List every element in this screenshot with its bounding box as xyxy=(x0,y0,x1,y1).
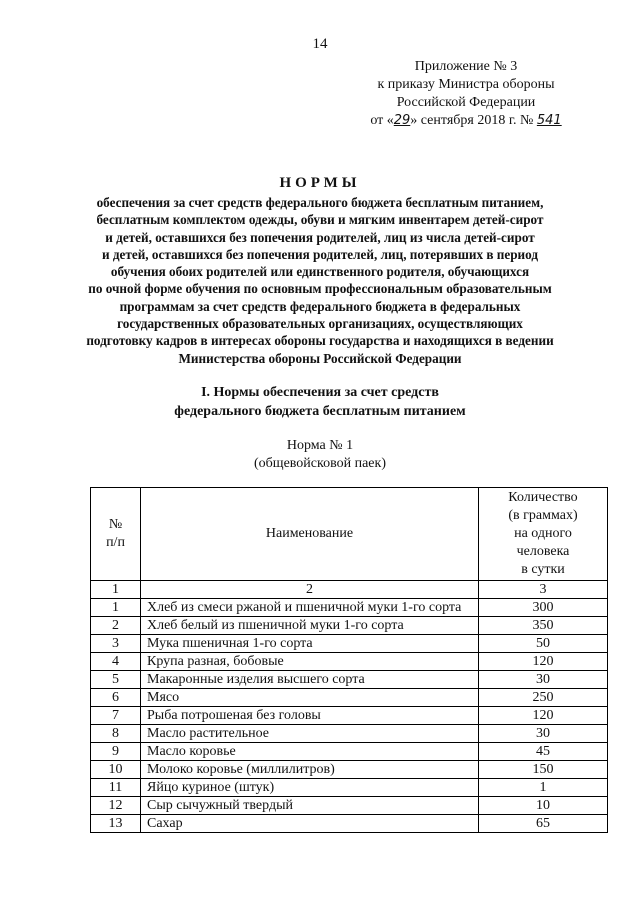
header-name-col: Наименование xyxy=(141,488,479,581)
description-line: бесплатным комплектом одежды, обуви и мягким инвентарем детей-сирот xyxy=(96,212,544,228)
table-row xyxy=(91,779,608,797)
description-line: обучения обоих родителей или единственного родителя, обучающихся xyxy=(110,264,530,280)
description-line: по очной форме обучения по основным профессиональным образовательным xyxy=(88,281,552,297)
page-number: 14 xyxy=(312,36,328,52)
column-number: 1 xyxy=(91,581,141,599)
row-number: 12 xyxy=(91,797,141,815)
table-row xyxy=(91,743,608,761)
table-row xyxy=(91,815,608,833)
description-line: программам за счет средств федерального бюджета в федеральных xyxy=(119,298,521,314)
row-quantity: 350 xyxy=(479,617,608,635)
row-quantity: 120 xyxy=(479,707,608,725)
date-middle: » сентября 2018 г. № xyxy=(410,113,534,128)
section-heading-line: федерального бюджета бесплатным питанием xyxy=(174,404,466,419)
row-name: Мясо xyxy=(141,689,479,707)
row-name: Рыба потрошеная без головы xyxy=(141,707,479,725)
row-quantity: 65 xyxy=(479,815,608,833)
column-number: 2 xyxy=(141,581,479,599)
row-number: 2 xyxy=(91,617,141,635)
row-name: Мука пшеничная 1-го сорта xyxy=(141,635,479,653)
row-name: Хлеб из смеси ржаной и пшеничной муки 1-го сорта xyxy=(141,599,479,617)
row-number: 5 xyxy=(91,671,141,689)
row-name: Масло коровье xyxy=(141,743,479,761)
row-name: Молоко коровье (миллилитров) xyxy=(141,761,479,779)
column-number: 3 xyxy=(479,581,608,599)
row-name: Сахар xyxy=(141,815,479,833)
row-quantity: 1 xyxy=(479,779,608,797)
table-row xyxy=(91,689,608,707)
appendix-line: Приложение № 3 xyxy=(414,59,518,74)
table-row xyxy=(91,725,608,743)
row-quantity: 50 xyxy=(479,635,608,653)
header-number-col: № п/п xyxy=(91,488,141,581)
row-number: 9 xyxy=(91,743,141,761)
row-number: 7 xyxy=(91,707,141,725)
table-row xyxy=(91,797,608,815)
date-prefix: от « xyxy=(370,113,394,128)
table-row xyxy=(91,761,608,779)
description-line: подготовку кадров в интересах обороны государства и находящихся в ведении xyxy=(86,333,554,349)
appendix-date xyxy=(336,112,596,130)
row-number: 13 xyxy=(91,815,141,833)
section-heading-line: I. Нормы обеспечения за счет средств xyxy=(201,385,439,400)
appendix-line: к приказу Министра обороны xyxy=(377,77,555,92)
row-number: 6 xyxy=(91,689,141,707)
norm-subtitle: (общевойсковой паек) xyxy=(254,456,386,471)
row-name: Яйцо куриное (штук) xyxy=(141,779,479,797)
row-quantity: 300 xyxy=(479,599,608,617)
handwritten-day: 29 xyxy=(393,113,411,128)
row-number: 10 xyxy=(91,761,141,779)
document-description xyxy=(70,194,570,367)
row-name: Макаронные изделия высшего сорта xyxy=(141,671,479,689)
description-line: и детей, оставшихся без попечения родителей, лиц, потерявших в период xyxy=(101,246,539,262)
appendix-block xyxy=(336,58,596,130)
table-header-row xyxy=(91,488,608,581)
table-row xyxy=(91,635,608,653)
row-name: Хлеб белый из пшеничной муки 1-го сорта xyxy=(141,617,479,635)
row-name: Крупа разная, бобовые xyxy=(141,653,479,671)
column-number-row xyxy=(91,581,608,599)
row-quantity: 45 xyxy=(479,743,608,761)
description-line: обеспечения за счет средств федерального бюджета бесплатным питанием, xyxy=(96,195,544,210)
appendix-line: Российской Федерации xyxy=(396,95,536,110)
table-row xyxy=(91,653,608,671)
row-number: 11 xyxy=(91,779,141,797)
table-row xyxy=(91,617,608,635)
table-row xyxy=(91,671,608,689)
row-quantity: 150 xyxy=(479,761,608,779)
norm-heading xyxy=(0,437,640,473)
header-quantity-col: Количество (в граммах) на одного человека в сутки xyxy=(479,488,608,581)
norm-number: Норма № 1 xyxy=(286,438,354,453)
row-name: Масло растительное xyxy=(141,725,479,743)
row-name: Сыр сычужный твердый xyxy=(141,797,479,815)
section-heading xyxy=(0,383,640,421)
row-number: 1 xyxy=(91,599,141,617)
row-quantity: 120 xyxy=(479,653,608,671)
handwritten-order-number: 541 xyxy=(536,113,562,128)
row-quantity: 250 xyxy=(479,689,608,707)
table-row xyxy=(91,707,608,725)
row-quantity: 30 xyxy=(479,671,608,689)
description-line: государственных образовательных организациях, осуществляющих xyxy=(117,316,523,332)
row-quantity: 10 xyxy=(479,797,608,815)
table-row xyxy=(91,599,608,617)
row-quantity: 30 xyxy=(479,725,608,743)
document-title: НОРМЫ xyxy=(279,175,361,191)
row-number: 8 xyxy=(91,725,141,743)
row-number: 4 xyxy=(91,653,141,671)
row-number: 3 xyxy=(91,635,141,653)
ration-table xyxy=(90,487,608,833)
description-line: и детей, оставшихся без попечения родителей, лиц из числа детей-сирот xyxy=(105,229,535,245)
description-line: Министерства обороны Российской Федерации xyxy=(178,350,462,366)
